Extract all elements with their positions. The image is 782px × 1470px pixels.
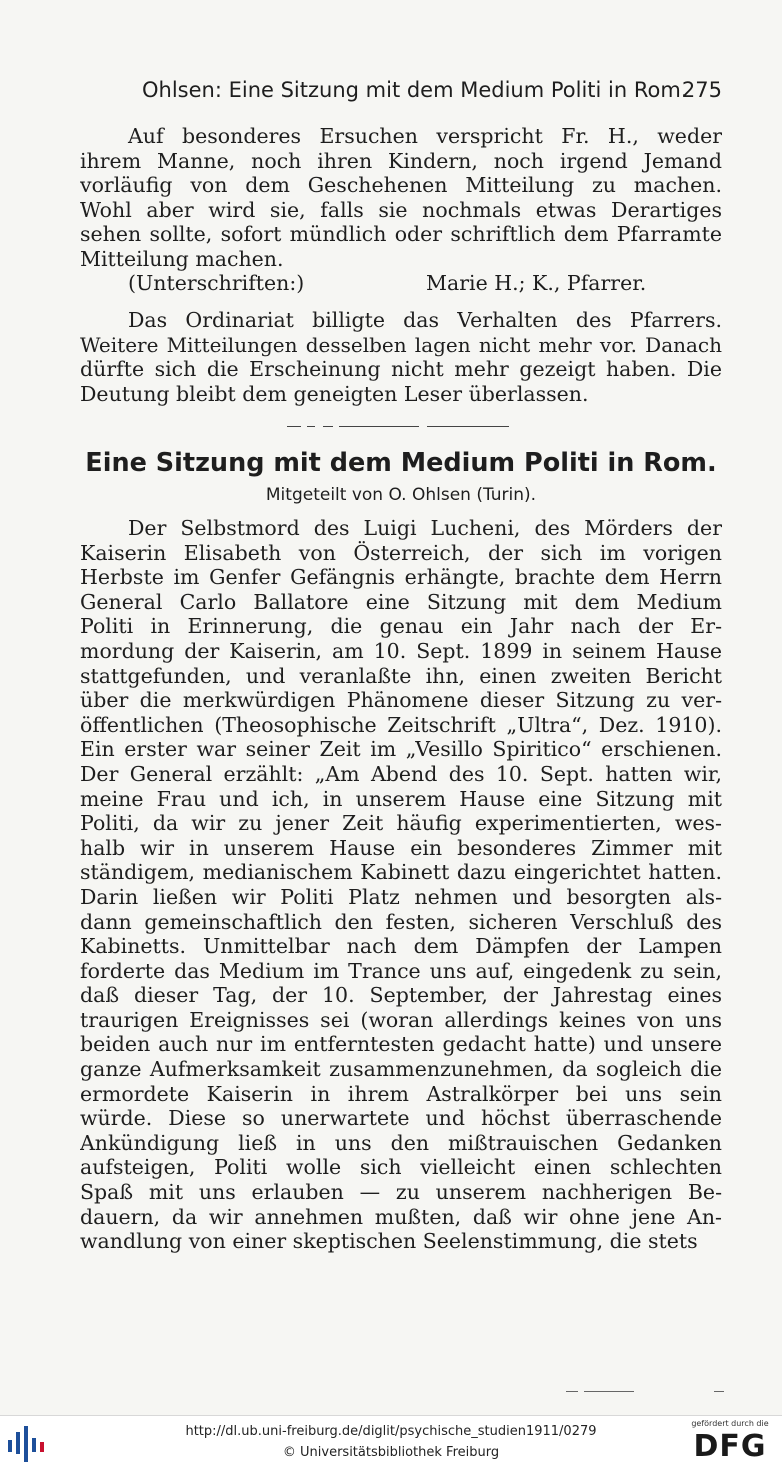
text-line: Der Selbstmord des Luigi Lucheni, des Mörders der [128, 516, 722, 540]
text-line: öffentlichen (Theosophische Zeitschrift „Ultra“, Dez. 1910). [80, 712, 722, 737]
dfg-logo-icon: DFG [693, 1429, 767, 1464]
text-line: Das Ordinariat billigte das Verhalten des Pfarrers. [128, 308, 722, 332]
bottom-rule [566, 1391, 726, 1392]
text-line: Der General erzählt: „Am Abend des 10. Sept. hatten wir, [80, 761, 722, 786]
text-line: Mitteilung machen. [80, 246, 284, 271]
text-line: meine Frau und ich, in unserem Hause eine Sitzung mit [80, 786, 722, 811]
article-title: Eine Sitzung mit dem Medium Politi in Rom. [85, 448, 717, 478]
text-line: Auf besonderes Ersuchen verspricht Fr. H., weder [128, 124, 722, 148]
ordinariat-paragraph [80, 308, 722, 406]
text-line: daß dieser Tag, der 10. September, der Jahrestag eines [80, 983, 722, 1008]
text-line: General Carlo Ballatore eine Sitzung mit dem Medium [80, 589, 722, 614]
text-line: Politi, da wir zu jener Zeit häufig experimentierten, wes- [80, 811, 722, 836]
signature-line [80, 271, 722, 297]
article-body [80, 516, 722, 1254]
text-line: forderte das Medium im Trance uns auf, eingedenk zu sein, [80, 958, 722, 983]
text-line: dürfte sich die Erscheinung nicht mehr gezeigt haben. Die [80, 357, 722, 382]
text-line: stattgefunden, und veranlaßte ihn, einen zweiten Bericht [80, 663, 722, 688]
text-line: Ankündigung ließ in uns den mißtrauischen Gedanken [80, 1130, 722, 1155]
text-line: würde. Diese so unerwartete und höchst überraschende [80, 1106, 722, 1131]
text-line: aufsteigen, Politi wolle sich vielleicht einen schlechten [80, 1155, 722, 1180]
text-line: Kaiserin Elisabeth von Österreich, der sich im vorigen [80, 540, 722, 565]
text-line: Deutung bleibt dem geneigten Leser überlassen. [80, 381, 589, 406]
funding-caption: gefördert durch die [691, 1419, 769, 1428]
text-line: ermordete Kaiserin in ihrem Astralkörper bei uns sein [80, 1081, 722, 1106]
signature-names: Marie H.; K., Pfarrer. [426, 271, 647, 295]
running-title: Ohlsen: Eine Sitzung mit dem Medium Politi in Rom. [142, 78, 688, 102]
text-line: halb wir in unserem Hause ein besonderes Zimmer mit [80, 835, 722, 860]
text-line: vorläufig von dem Geschehenen Mitteilung zu machen. [80, 173, 722, 198]
text-line: Herbste im Genfer Gefängnis erhängte, brachte dem Herrn [80, 565, 722, 590]
text-line: dauern, da wir annehmen mußten, daß wir ohne jene An- [80, 1204, 722, 1229]
text-line: ständigem, medianischem Kabinett dazu eingerichtet hatten. [80, 860, 722, 885]
text-line: wandlung von einer skeptischen Seelenstimmung, die stets [80, 1229, 698, 1254]
text-line: Politi in Erinnerung, die genau ein Jahr nach der Er- [80, 614, 722, 639]
document-url-link[interactable]: http://dl.ub.uni-freiburg.de/diglit/psychische_studien1911/0279 [185, 1424, 597, 1439]
text-line: Wohl aber wird sie, falls sie nochmals etwas Derartiges [80, 197, 722, 222]
running-header [80, 78, 722, 112]
text-line: traurigen Ereignisses sei (woran allerdings keines von uns [80, 1007, 722, 1032]
text-line: Ein erster war seiner Zeit im „Vesillo Spiritico“ erschienen. [80, 737, 722, 762]
text-line: beiden auch nur im entferntesten gedacht hatte) und unsere [80, 1032, 722, 1057]
text-line: ihrem Manne, noch ihren Kindern, noch irgend Jemand [80, 148, 722, 173]
text-line: Weitere Mitteilungen desselben lagen nicht mehr vor. Danach [80, 332, 722, 357]
article-byline: Mitgeteilt von O. Ohlsen (Turin). [265, 485, 537, 505]
text-line: Kabinetts. Unmittelbar nach dem Dämpfen der Lampen [80, 934, 722, 959]
page-number: 275 [681, 78, 722, 102]
text-line: dann gemeinschaftlich den festen, sicheren Verschluß des [80, 909, 722, 934]
signature-label: (Unterschriften:) [128, 271, 305, 295]
closing-paragraph [80, 124, 722, 272]
text-line: Spaß mit uns erlauben — zu unserem nachherigen Be- [80, 1180, 722, 1205]
footer-bar [0, 1415, 782, 1470]
section-divider [287, 426, 509, 427]
copyright-notice: © Universitätsbibliothek Freiburg [282, 1445, 500, 1460]
text-line: ganze Aufmerksamkeit zusammenzunehmen, da sogleich die [80, 1057, 722, 1082]
text-line: über die merkwürdigen Phänomene dieser Sitzung zu ver- [80, 688, 722, 713]
text-line: Darin ließen wir Politi Platz nehmen und besorgten als- [80, 884, 722, 909]
text-line: sehen sollte, sofort mündlich oder schriftlich dem Pfarramte [80, 222, 722, 247]
text-line: mordung der Kaiserin, am 10. Sept. 1899 in seinem Hause [80, 638, 722, 663]
